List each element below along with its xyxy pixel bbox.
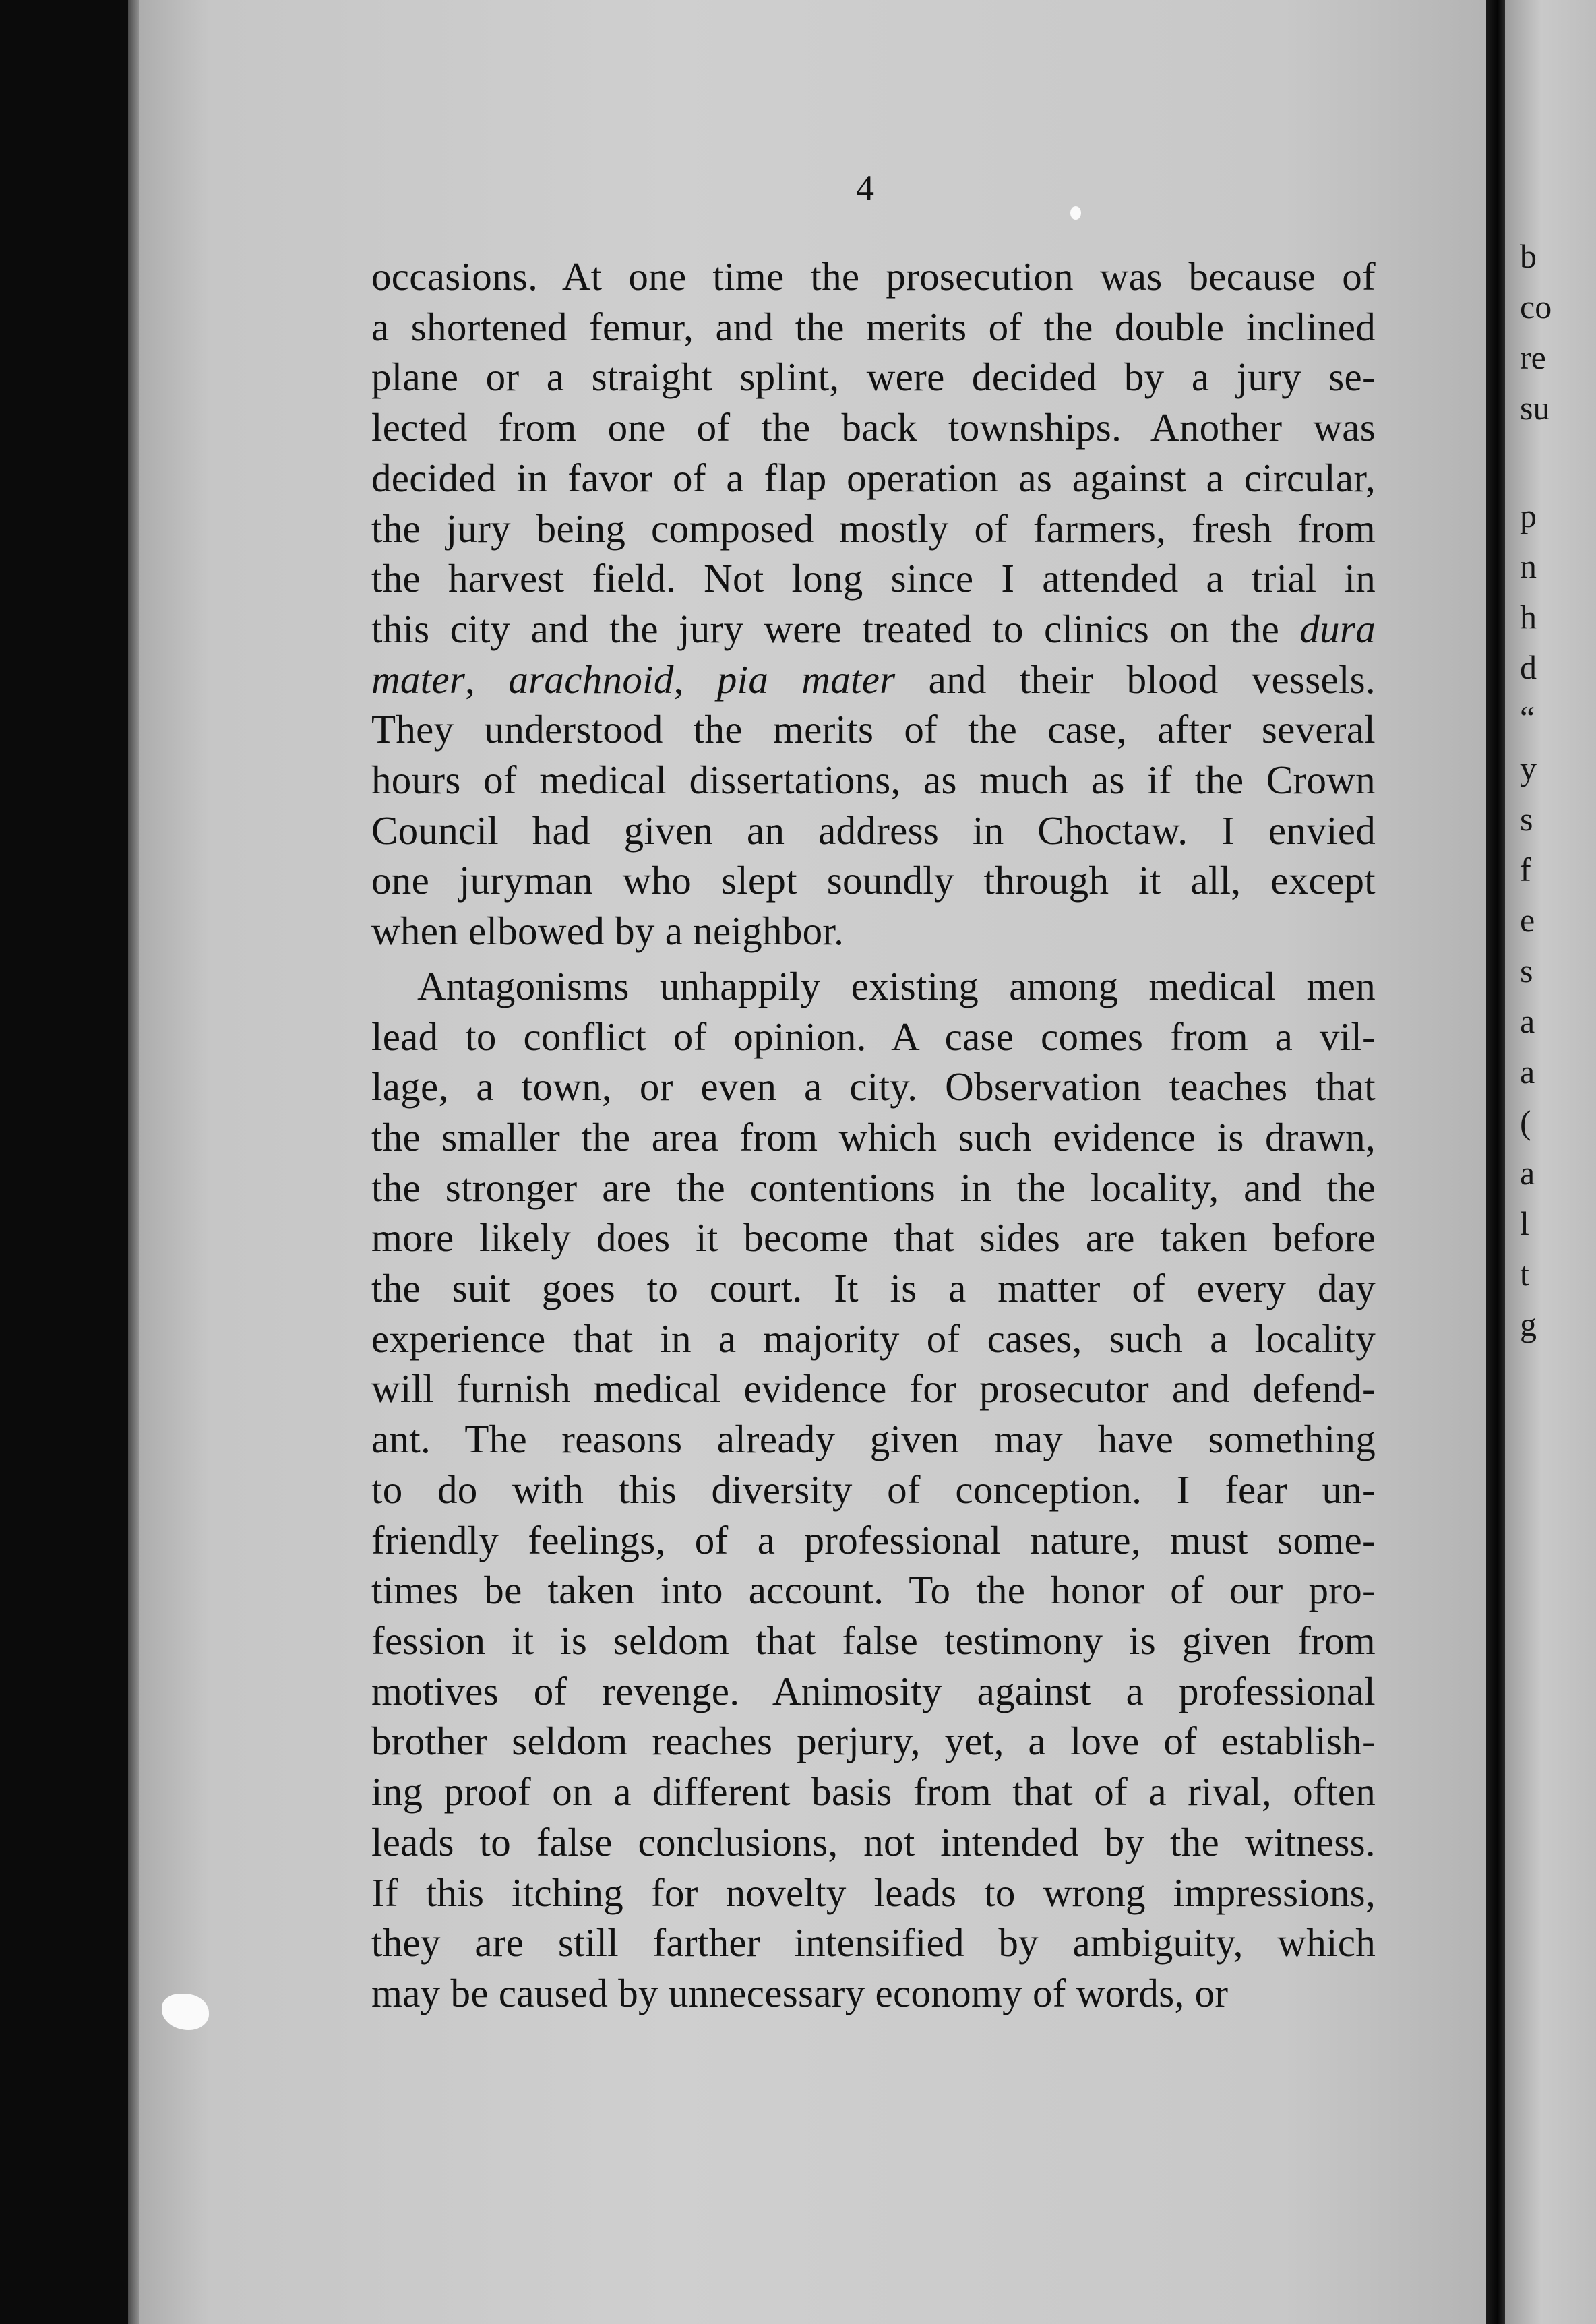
facing-page-fragment: g	[1520, 1306, 1537, 1343]
facing-page-fragment: b	[1520, 237, 1537, 275]
text-line	[371, 1767, 1376, 1817]
facing-page-fragment: “	[1520, 699, 1535, 737]
text-run: will furnish medical evidence for prosecutor and defend-	[371, 1366, 1376, 1411]
text-line	[371, 453, 1376, 503]
text-run: lected from one of the back townships. Another was	[371, 405, 1376, 450]
italic-term: mater	[371, 656, 466, 702]
text-line	[371, 704, 1376, 755]
text-run: leads to false conclusions, not intended by the witness.	[371, 1819, 1376, 1864]
text-line	[371, 1163, 1376, 1213]
page-number: 4	[856, 168, 874, 208]
text-line	[371, 1968, 1376, 2019]
facing-page-fragment: su	[1520, 389, 1550, 427]
text-run: Antagonisms unhappily existing among medical men	[417, 963, 1376, 1008]
text-line	[371, 1666, 1376, 1717]
facing-page-fragment: a	[1520, 1154, 1535, 1192]
facing-page-fragment: s	[1520, 800, 1533, 838]
text-run: plane or a straight splint, were decided by a jury se-	[371, 355, 1376, 400]
book-gutter	[1486, 0, 1505, 2324]
text-line	[371, 1918, 1376, 1968]
text-run: and their blood vessels.	[895, 656, 1376, 702]
page-shadow-edge	[128, 0, 139, 2324]
facing-page-fragment: y	[1520, 750, 1537, 787]
text-line	[371, 755, 1376, 805]
text-run: when elbowed by a neighbor.	[371, 909, 845, 954]
scan-speck	[1070, 206, 1081, 220]
text-run: the jury being composed mostly of farmers, fresh from	[371, 506, 1376, 551]
italic-term: pia mater	[716, 656, 896, 702]
text-line	[371, 1616, 1376, 1666]
text-line	[371, 1716, 1376, 1767]
facing-page-fragment: a	[1520, 1053, 1535, 1091]
text-line	[371, 302, 1376, 353]
text-run: the stronger are the contentions in the locality, and the	[371, 1165, 1376, 1210]
text-line	[371, 1868, 1376, 1918]
text-run: a shortened femur, and the merits of the double inclined	[371, 304, 1376, 349]
facing-page-fragment: n	[1520, 547, 1537, 585]
text-line	[371, 855, 1376, 906]
text-line	[371, 1263, 1376, 1314]
text-line	[371, 805, 1376, 856]
facing-page-fragment: l	[1520, 1204, 1529, 1242]
text-run: times be taken into account. To the honor of our pro-	[371, 1568, 1376, 1613]
text-line	[371, 1565, 1376, 1616]
text-line	[371, 251, 1376, 302]
text-line	[371, 503, 1376, 554]
text-line	[371, 906, 1376, 956]
text-line	[371, 553, 1376, 604]
text-run: they are still farther intensified by ambiguity, which	[371, 1920, 1376, 1965]
text-run: may be caused by unnecessary economy of words, or	[371, 1970, 1229, 2015]
text-run: lage, a town, or even a city. Observation teaches that	[371, 1064, 1376, 1109]
text-run: hours of medical dissertations, as much as if the Crown	[371, 758, 1376, 803]
facing-page-fragment: re	[1520, 338, 1546, 376]
text-line	[371, 1817, 1376, 1868]
text-run: They understood the merits of the case, after several	[371, 707, 1376, 752]
text-line	[371, 1465, 1376, 1515]
text-run: to do with this diversity of conception. I fear un-	[371, 1467, 1376, 1512]
text-run: experience that in a majority of cases, such a locality	[371, 1316, 1376, 1361]
text-line	[371, 1062, 1376, 1112]
text-run: one juryman who slept soundly through it all, except	[371, 858, 1376, 903]
text-run: ,	[673, 656, 717, 702]
facing-page-edge	[1505, 0, 1596, 2324]
text-run: ing proof on a different basis from that of a rival, often	[371, 1769, 1376, 1814]
facing-page-fragment: co	[1520, 288, 1552, 326]
text-run: Council had given an address in Choctaw. I envied	[371, 807, 1376, 853]
facing-page-fragment: d	[1520, 648, 1537, 686]
text-line	[371, 1112, 1376, 1163]
text-line	[371, 1012, 1376, 1062]
italic-term: arachnoid	[508, 656, 674, 702]
text-run: the suit goes to court. It is a matter of every day	[371, 1266, 1376, 1311]
text-line	[371, 1515, 1376, 1566]
text-line	[371, 961, 1376, 1012]
text-run: more likely does it become that sides are taken before	[371, 1215, 1376, 1260]
text-run: this city and the jury were treated to clinics on the	[371, 606, 1300, 651]
text-run: decided in favor of a flap operation as against a circular,	[371, 455, 1376, 500]
text-line	[371, 402, 1376, 453]
text-line	[371, 1213, 1376, 1263]
text-run: If this itching for novelty leads to wrong impressions,	[371, 1870, 1376, 1915]
text-run: the harvest field. Not long since I attended a trial in	[371, 556, 1376, 601]
facing-page-fragment: (	[1520, 1103, 1531, 1141]
paragraph-gap	[371, 956, 1376, 961]
text-line	[371, 352, 1376, 402]
text-run: ant. The reasons already given may have something	[371, 1417, 1376, 1462]
facing-page-fragment: t	[1520, 1255, 1529, 1293]
text-line	[371, 604, 1376, 654]
text-run: brother seldom reaches perjury, yet, a love of establish-	[371, 1719, 1376, 1764]
text-run: fession it is seldom that false testimony is given from	[371, 1618, 1376, 1663]
text-run: the smaller the area from which such evidence is drawn,	[371, 1114, 1376, 1159]
facing-page-fragment: f	[1520, 851, 1531, 888]
italic-term: dura	[1299, 606, 1376, 651]
text-run: friendly feelings, of a professional nature, must some-	[371, 1517, 1376, 1562]
text-run: occasions. At one time the prosecution was because of	[371, 254, 1376, 299]
text-run: motives of revenge. Animosity against a professional	[371, 1668, 1376, 1713]
facing-page-fragment: p	[1520, 497, 1537, 534]
text-line	[371, 1364, 1376, 1414]
text-line	[371, 1414, 1376, 1465]
text-line	[371, 1314, 1376, 1364]
text-run: lead to conflict of opinion. A case comes from a vil-	[371, 1014, 1376, 1059]
facing-page-fragment: e	[1520, 901, 1535, 939]
text-run: ,	[465, 656, 509, 702]
body-text	[371, 251, 1376, 2019]
facing-page-fragment: a	[1520, 1002, 1535, 1040]
facing-page-fragment: s	[1520, 952, 1533, 989]
facing-page-fragment: h	[1520, 598, 1537, 636]
text-line	[371, 654, 1376, 705]
